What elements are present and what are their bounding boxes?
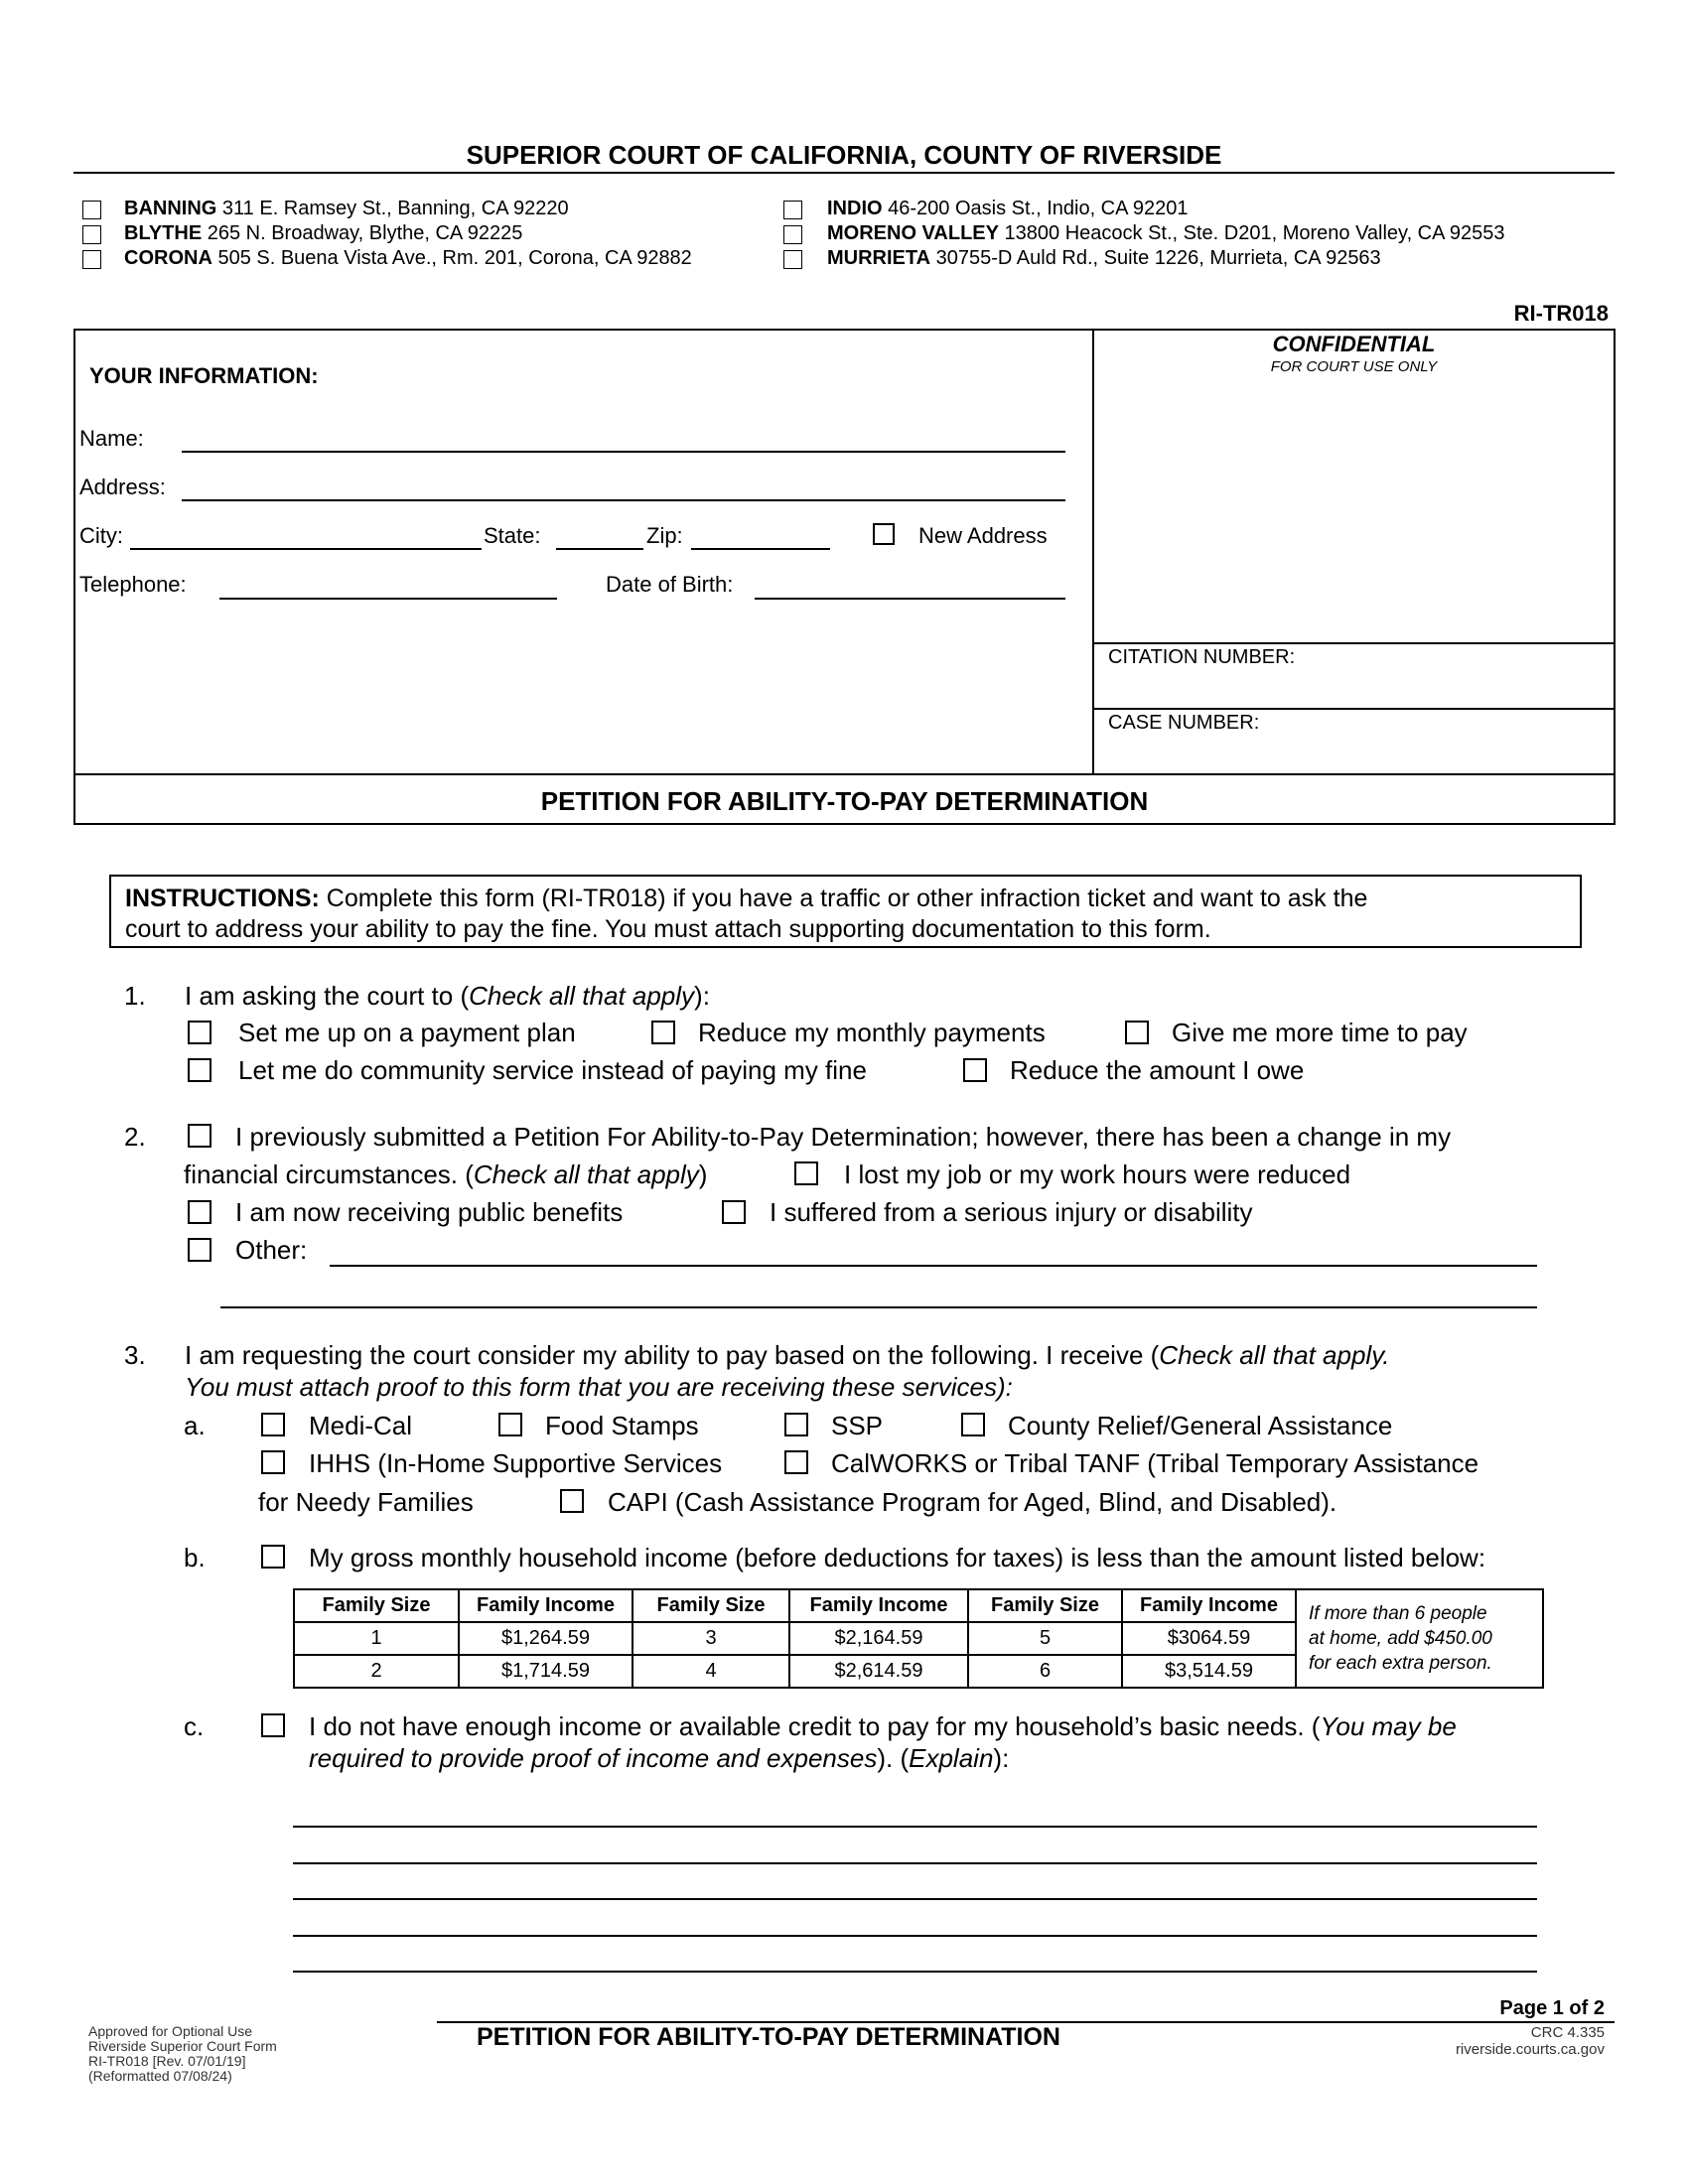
table-cell: $3064.59	[1122, 1622, 1296, 1655]
telephone-label: Telephone:	[79, 572, 187, 597]
table-cell: 4	[633, 1655, 789, 1688]
table-cell: $1,264.59	[459, 1622, 633, 1655]
citation-number-label: CITATION NUMBER:	[1108, 646, 1296, 668]
other-field-line2[interactable]	[220, 1306, 1537, 1308]
indio-location: INDIO 46-200 Oasis St., Indio, CA 92201	[827, 198, 1189, 219]
table-cell: 1	[294, 1622, 459, 1655]
item3-line2: You must attach proof to this form that you are receiving these services):	[185, 1372, 1013, 1402]
header-cell: Family Income	[789, 1589, 968, 1622]
city-field[interactable]	[130, 548, 482, 550]
zip-field[interactable]	[691, 548, 830, 550]
note-line: for each extra person.	[1309, 1653, 1492, 1674]
gross-income-checkbox[interactable]	[261, 1545, 285, 1569]
court-title: SUPERIOR COURT OF CALIFORNIA, COUNTY OF RIVERSIDE	[466, 140, 1222, 170]
reduce-monthly-label: Reduce my monthly payments	[698, 1018, 1046, 1047]
footer-left-line: Approved for Optional Use	[88, 2023, 252, 2039]
name-label: Name:	[79, 426, 144, 451]
moreno-valley-location: MORENO VALLEY 13800 Heacock St., Ste. D201, Moreno Valley, CA 92553	[827, 222, 1505, 244]
gross-income-label: My gross monthly household income (before deductions for taxes) is less than the amount listed below:	[309, 1543, 1486, 1572]
extra-person-note	[1296, 1589, 1543, 1688]
footer-left	[88, 2024, 277, 2084]
your-info-heading: YOUR INFORMATION:	[89, 363, 319, 388]
footer-title: PETITION FOR ABILITY-TO-PAY DETERMINATION	[477, 2023, 1060, 2051]
income-table	[293, 1588, 1544, 1689]
lost-job-label: I lost my job or my work hours were reduced	[844, 1160, 1351, 1189]
header-cell: Family Size	[968, 1589, 1122, 1622]
explain-line-4[interactable]	[293, 1935, 1537, 1937]
footer-left-line: RI-TR018 [Rev. 07/01/19]	[88, 2053, 246, 2069]
instructions-line2: court to address your ability to pay the fine. You must attach supporting documentation to this form.	[125, 915, 1211, 943]
header-cell: Family Income	[1122, 1589, 1296, 1622]
payment-plan-label: Set me up on a payment plan	[238, 1018, 576, 1047]
lost-job-checkbox[interactable]	[794, 1161, 818, 1185]
item3b-letter: b.	[184, 1543, 206, 1572]
header-rule	[73, 172, 1615, 174]
form-id: RI-TR018	[1513, 301, 1609, 326]
community-service-label: Let me do community service instead of paying my fine	[238, 1055, 867, 1085]
ssp-label: SSP	[831, 1411, 884, 1440]
new-address-label: New Address	[918, 523, 1048, 548]
table-cell: $2,614.59	[789, 1655, 968, 1688]
dob-field[interactable]	[755, 598, 1065, 600]
name-field[interactable]	[182, 451, 1065, 453]
banning-checkbox[interactable]	[82, 201, 101, 219]
other-field[interactable]	[330, 1265, 1537, 1267]
basic-needs-checkbox[interactable]	[261, 1713, 285, 1737]
dob-label: Date of Birth:	[606, 572, 734, 597]
blythe-checkbox[interactable]	[82, 225, 101, 244]
ihhs-label: IHHS (In-Home Supportive Services	[309, 1448, 723, 1478]
other-label: Other:	[235, 1235, 308, 1265]
capi-label: CAPI (Cash Assistance Program for Aged, Blind, and Disabled).	[608, 1487, 1337, 1517]
telephone-field[interactable]	[219, 598, 557, 600]
murrieta-location: MURRIETA 30755-D Auld Rd., Suite 1226, Murrieta, CA 92563	[827, 247, 1381, 269]
footer-left-line: Riverside Superior Court Form	[88, 2038, 277, 2054]
indio-checkbox[interactable]	[783, 201, 802, 219]
item2-line1: I previously submitted a Petition For Ability-to-Pay Determination; however, there has been a change in my	[235, 1122, 1452, 1152]
income-table-header	[294, 1589, 1543, 1622]
instructions-line1: INSTRUCTIONS: Complete this form (RI-TR018) if you have a traffic or other infraction ticket and want to ask the	[125, 885, 1368, 912]
item2-number: 2.	[124, 1122, 146, 1152]
table-cell: $2,164.59	[789, 1622, 968, 1655]
public-benefits-label: I am now receiving public benefits	[235, 1197, 624, 1227]
table-cell: 5	[968, 1622, 1122, 1655]
case-number-label: CASE NUMBER:	[1108, 712, 1260, 734]
table-cell: 2	[294, 1655, 459, 1688]
explain-line-3[interactable]	[293, 1898, 1537, 1900]
form-title: PETITION FOR ABILITY-TO-PAY DETERMINATION	[540, 786, 1149, 816]
note-line: If more than 6 people	[1309, 1603, 1487, 1624]
injury-checkbox[interactable]	[722, 1200, 746, 1224]
header-cell: Family Income	[459, 1589, 633, 1622]
ihhs-checkbox[interactable]	[261, 1450, 285, 1474]
explain-line-5[interactable]	[293, 1971, 1537, 1973]
table-cell: $3,514.59	[1122, 1655, 1296, 1688]
injury-label: I suffered from a serious injury or disability	[770, 1197, 1253, 1227]
state-field[interactable]	[556, 548, 643, 550]
header-cell: Family Size	[633, 1589, 789, 1622]
address-label: Address:	[79, 475, 166, 499]
previous-petition-checkbox[interactable]	[188, 1124, 211, 1148]
table-cell: 3	[633, 1622, 789, 1655]
murrieta-checkbox[interactable]	[783, 250, 802, 269]
public-benefits-checkbox[interactable]	[188, 1200, 211, 1224]
footer-left-line: (Reformatted 07/08/24)	[88, 2068, 232, 2084]
state-label: State:	[484, 523, 541, 548]
food-stamps-label: Food Stamps	[545, 1411, 699, 1440]
medi-cal-label: Medi-Cal	[309, 1411, 413, 1440]
banning-location: BANNING 311 E. Ramsey St., Banning, CA 92220	[124, 198, 569, 219]
explain-line-2[interactable]	[293, 1862, 1537, 1864]
info-box	[73, 329, 1616, 825]
basic-needs-line2: required to provide proof of income and expenses). (Explain):	[309, 1743, 1010, 1773]
item3-line1: I am requesting the court consider my ability to pay based on the following. I receive (Check all that apply.	[185, 1340, 1390, 1370]
item1-number: 1.	[124, 981, 146, 1011]
explain-line-1[interactable]	[293, 1826, 1537, 1828]
more-time-label: Give me more time to pay	[1172, 1018, 1468, 1047]
moreno-valley-checkbox[interactable]	[783, 225, 802, 244]
county-relief-label: County Relief/General Assistance	[1008, 1411, 1393, 1440]
footer-right	[1390, 2024, 1605, 2058]
crc-reference: CRC 4.335	[1530, 2024, 1605, 2041]
blythe-location: BLYTHE 265 N. Broadway, Blythe, CA 92225	[124, 222, 523, 244]
item3a-letter: a.	[184, 1411, 206, 1440]
county-relief-checkbox[interactable]	[961, 1413, 985, 1436]
table-cell: 6	[968, 1655, 1122, 1688]
item3-number: 3.	[124, 1340, 146, 1370]
reduce-monthly-checkbox[interactable]	[651, 1021, 675, 1044]
food-stamps-checkbox[interactable]	[498, 1413, 522, 1436]
zip-label: Zip:	[646, 523, 683, 548]
calworks-label: CalWORKS or Tribal TANF (Tribal Temporary Assistance	[831, 1448, 1479, 1478]
confidential-subtitle: FOR COURT USE ONLY	[1270, 358, 1438, 375]
page-number: Page 1 of 2	[1499, 1997, 1605, 2019]
medi-cal-checkbox[interactable]	[261, 1413, 285, 1436]
reduce-amount-checkbox[interactable]	[963, 1058, 987, 1082]
city-label: City:	[79, 523, 123, 548]
header-cell: Family Size	[294, 1589, 459, 1622]
capi-checkbox[interactable]	[560, 1489, 584, 1513]
more-time-checkbox[interactable]	[1125, 1021, 1149, 1044]
item3c-letter: c.	[184, 1711, 205, 1741]
ssp-checkbox[interactable]	[784, 1413, 808, 1436]
calworks-continuation: for Needy Families	[258, 1487, 474, 1517]
reduce-amount-label: Reduce the amount I owe	[1010, 1055, 1305, 1085]
calworks-checkbox[interactable]	[784, 1450, 808, 1474]
address-field[interactable]	[182, 499, 1065, 501]
note-line: at home, add $450.00	[1309, 1628, 1492, 1649]
instructions-box	[109, 875, 1582, 948]
item1-intro: I am asking the court to (Check all that apply):	[185, 981, 710, 1011]
item2-line2: financial circumstances. (Check all that apply)	[184, 1160, 708, 1189]
other-checkbox[interactable]	[188, 1238, 211, 1262]
court-website: riverside.courts.ca.gov	[1455, 2041, 1605, 2058]
payment-plan-checkbox[interactable]	[188, 1021, 211, 1044]
new-address-checkbox[interactable]	[873, 523, 895, 545]
community-service-checkbox[interactable]	[188, 1058, 211, 1082]
corona-checkbox[interactable]	[82, 250, 101, 269]
corona-location: CORONA 505 S. Buena Vista Ave., Rm. 201, Corona, CA 92882	[124, 247, 692, 269]
basic-needs-line1: I do not have enough income or available credit to pay for my household’s basic needs. (You may be	[309, 1711, 1457, 1741]
confidential-title: CONFIDENTIAL	[1272, 332, 1436, 356]
table-cell: $1,714.59	[459, 1655, 633, 1688]
